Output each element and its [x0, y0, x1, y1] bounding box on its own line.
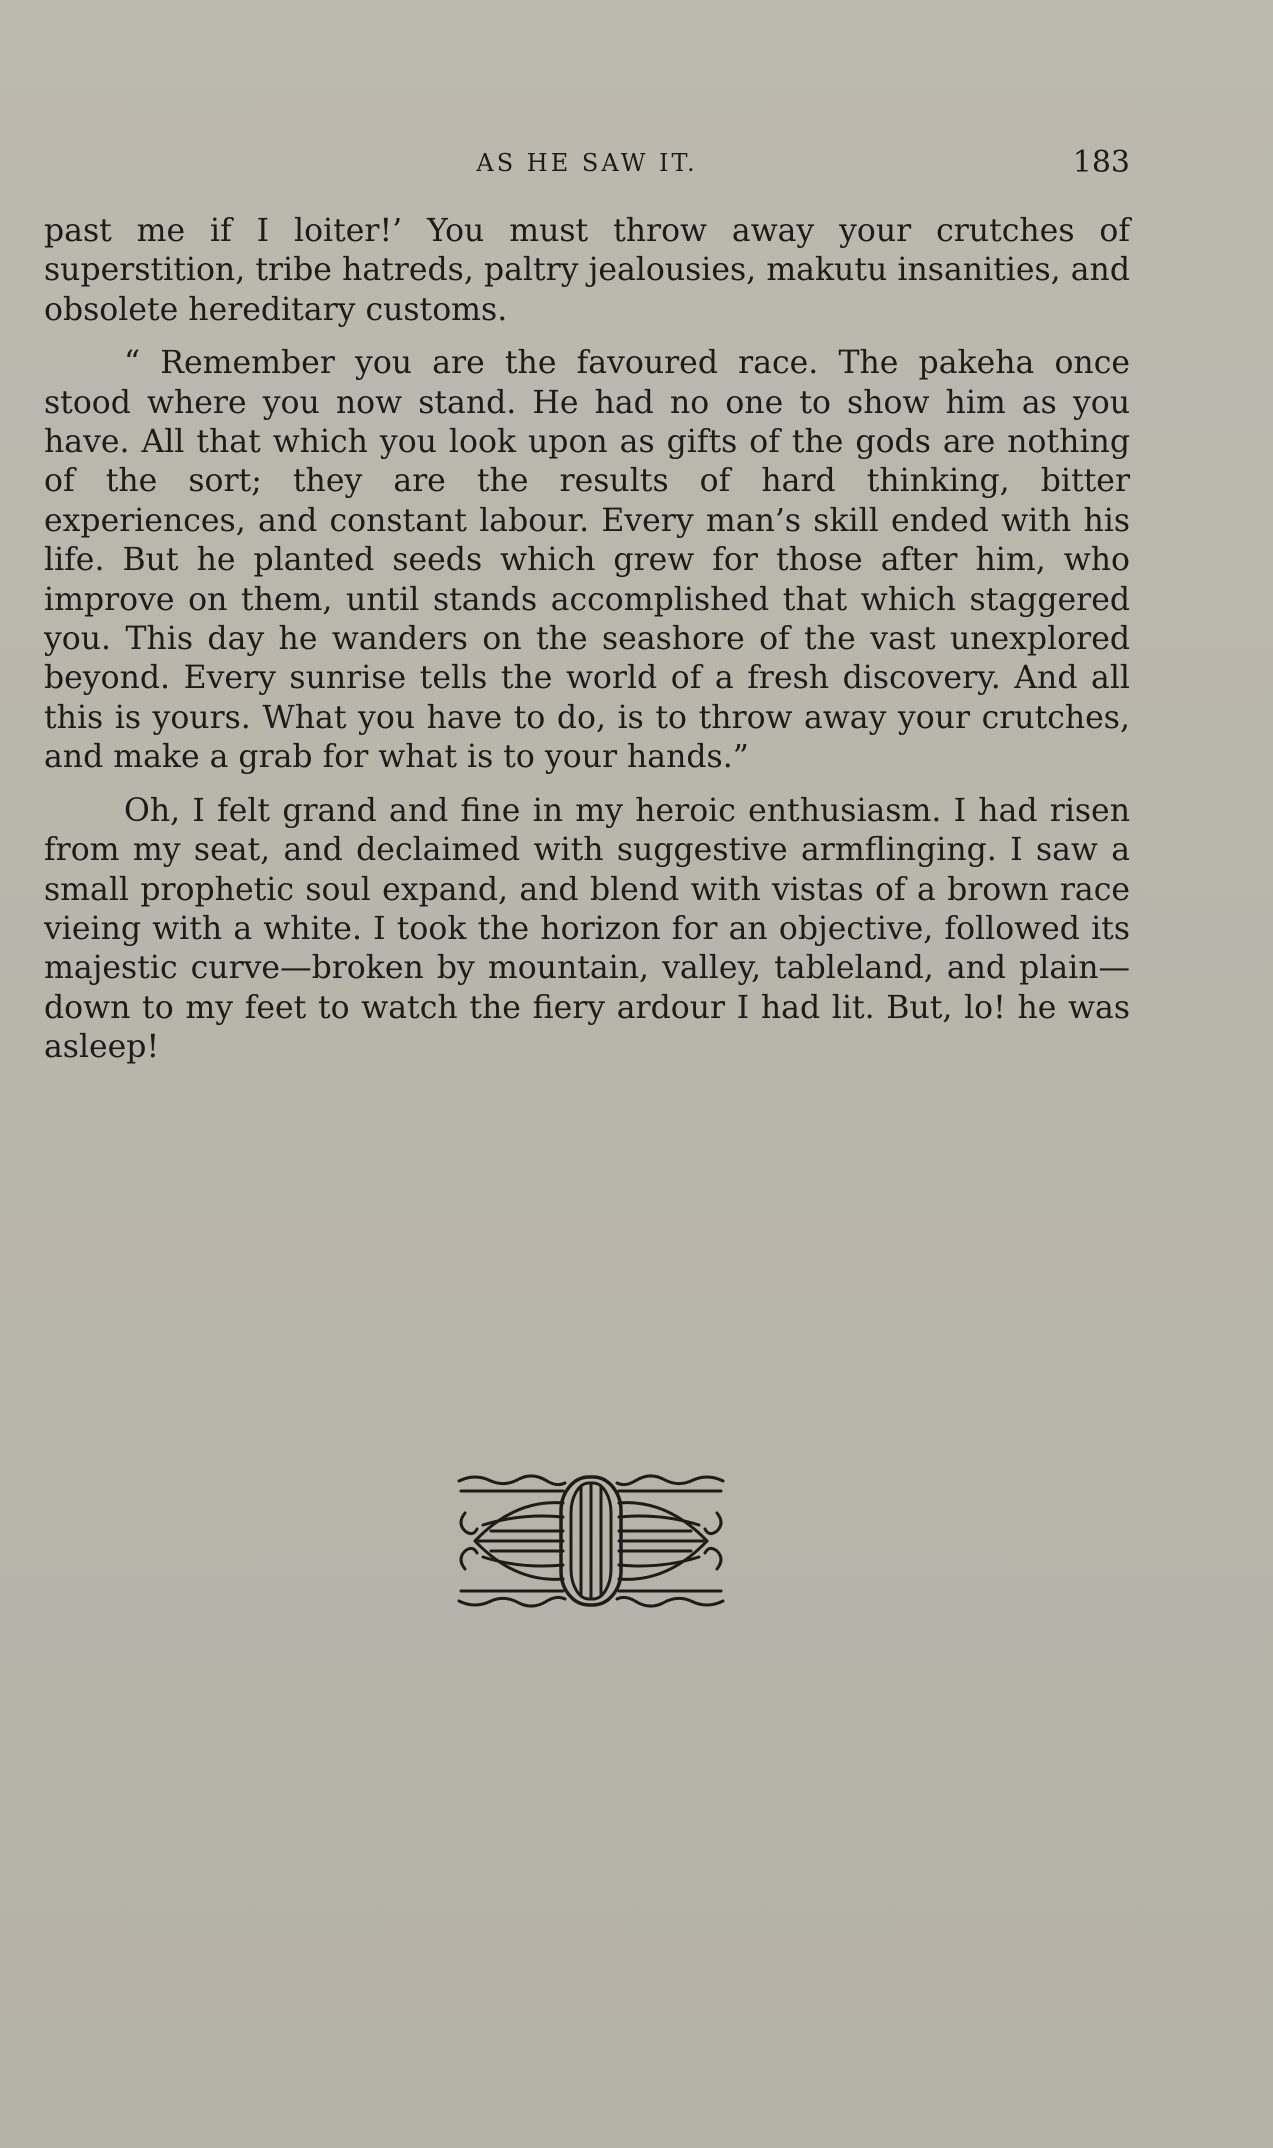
scarab-tailpiece-ornament-icon	[455, 1473, 727, 1609]
paragraph-continuation: past me if I loiter!’ You must throw away your crutches of superstition, tribe hatreds, paltry jealousies, makutu insanities, and obsolete hereditary customs.	[44, 213, 1130, 328]
body-text	[44, 212, 1130, 1082]
paragraph-speech: “ Remember you are the favoured race. The pakeha once stood where you now stand. He had no one to show him as you have. All that which you look upon as gifts of the gods are nothing of the sort; they are the results of hard thinking, bitter experiences, and constant labour. Every man’s skill ended with his life. But he planted seeds which grew for those after him, who improve on them, until stands accomplished that which staggered you. This day he wanders on the seashore of the vast unexplored beyond. Every sunrise tells the world of a fresh discovery. And all this is yours. What you have to do, is to throw away your crutches, and make a grab for what is to your hands.”	[44, 345, 1130, 776]
running-title: AS HE SAW IT.	[476, 149, 698, 177]
running-head	[44, 145, 1130, 181]
paragraph-closing: Oh, I felt grand and fine in my heroic enthusiasm. I had risen from my seat, and declaimed with suggestive armflinging. I saw a small prophetic soul expand, and blend with vistas of a brown race vieing with a white. I took the horizon for an objective, followed its majestic curve—broken by mountain, valley, tableland, and plain—down to my feet to watch the fiery ardour I had lit. But, lo! he was asleep!	[44, 792, 1130, 1066]
page-number: 183	[1072, 145, 1130, 180]
